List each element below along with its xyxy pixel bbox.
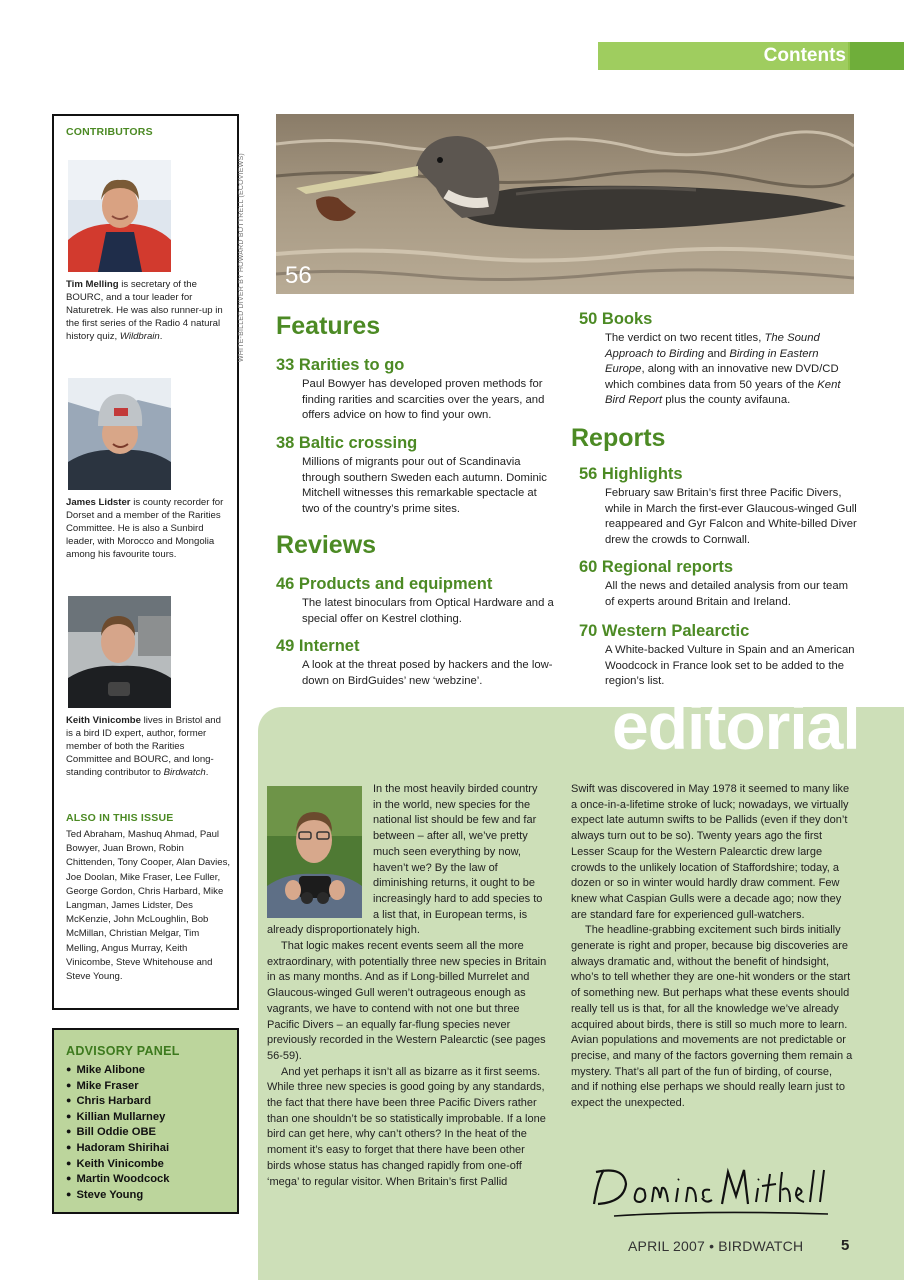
advisory-member: ● Hadoram Shirihai <box>66 1141 225 1157</box>
entry-title: 38 Baltic crossing <box>276 434 418 452</box>
advisory-member: ● Chris Harbard <box>66 1094 225 1110</box>
contents-entry[interactable] <box>579 558 859 610</box>
contents-entry[interactable] <box>276 356 556 424</box>
entry-desc: Paul Bowyer has developed proven methods for finding rarities and scarcities over the years, and offers advice on how to find your own. <box>302 378 545 421</box>
page-number: 5 <box>841 1237 850 1254</box>
entry-desc: All the news and detailed analysis from our team of experts around Britain and Ireland. <box>605 580 849 608</box>
contributor-photo-james-lidster <box>68 378 171 490</box>
entry-title: 33 Rarities to go <box>276 356 405 374</box>
reports-heading: Reports <box>571 424 666 452</box>
advisory-heading: ADVISORY PANEL <box>66 1044 180 1058</box>
entry-desc: The verdict on two recent titles, The Sound Approach to Birding and Birding in Eastern Europe, along with an innovative new DVD/CD which combines data from 50 years of the Kent Bird Report plus the county avifauna. <box>605 332 841 406</box>
section-tab <box>598 42 904 70</box>
contents-entry[interactable] <box>579 310 849 409</box>
advisory-member: ● Bill Oddie OBE <box>66 1125 225 1141</box>
also-list: Ted Abraham, Mashuq Ahmad, Paul Bowyer, Juan Brown, Robin Chittenden, Tony Cooper, Alan Davies, Joe Doolan, Mike Fraser, Lee Fuller, George Gordon, Chris Harbard, Mike Langman, James Lidster, Des McKenzie, John McLoughlin, Bob McMillan, Christian Melgar, Tim Melling, Angus Murray, Keith Vinicombe, Steve Whitehouse and Steve Young. <box>66 829 231 983</box>
contributor-bio-keith-vinicombe: Keith Vinicombe lives in Bristol and is a bird ID expert, author, former member of both the Rarities Committee and BOURC, and long-standing contributor to Birdwatch. <box>66 715 221 778</box>
contributor-bio-tim-melling: Tim Melling is secretary of the BOURC, and a tour leader for Naturetrek. He was also runner-up in the first series of the Radio 4 natural history quiz, Wildbrain. <box>66 279 223 342</box>
entry-title: 49 Internet <box>276 637 360 655</box>
editorial-column-1: In the most heavily birded country in the world, new species for the national list should be few and far between – after all, we’ve pretty much seen everything by now, haven’t we? By the law of diminishing returns, it ought to be increasingly hard to add species to a list that, in European terms, is already disproportionately high. That logic makes recent events seem all the more extraordinary, with potentially three new species in Britain in as many months. And as if Long-billed Murrelet and Glaucous-winged Gull weren’t outrageous enough as vagrants, we have to contend with not one but three Pacific Divers – an equally far-flung species never previously recorded in the Western Palearctic (see pages 56-59). And yet perhaps it isn’t all as bizarre as it first seems. While three new species is good going by any standards, the fact that there have been three Pacific Divers rather than one shouldn’t be so statistically improbable. If a lone bird can get here, why can’t others? In the heat of the moment it’s easy to forget that there have been other birds whose status has changed rapidly from one-off ‘mega’ to regular visitor. When Britain’s first Pallid <box>267 783 547 1188</box>
editorial-column-2: Swift was discovered in May 1978 it seemed to many like a once-in-a-lifetime stroke of luck; nowadays, we virtually expect late autumn swifts to be Pallids (even if they don’t always turn out to be so). Twenty years ago the first Lesser Scaup for the Western Palearctic drew large crowds to the unlikely location of Staffordshire; today, a dozen or so in winter would hardly draw comment. Few knew what Caspian Gulls were a decade ago; now they are standard fare for experienced gull-watchers. The headline-grabbing excitement such birds initially generate is right and proper, because big discoveries are always dramatic and, without the benefit of hindsight, who’s to tell whether they are one-hit wonders or the start of something new. But perhaps what these events should really tell us is that, for all the knowledge we’ve already acquired about birds, there is still so much more to learn. Avian populations and movements are not predictable or precise, and many of the factors governing them remain a mystery. That’s all part of the fun of birding, of course, and if nothing else perhaps we should really learn just to expect the unexpected. <box>571 783 853 1110</box>
contents-entry[interactable] <box>579 622 859 690</box>
contents-entry[interactable] <box>276 434 556 517</box>
contributors-panel <box>52 114 239 1010</box>
hero-page-ref: 56 <box>285 262 312 289</box>
entry-desc: A look at the threat posed by hackers and the low-down on BirdGuides’ new ‘webzine’. <box>302 659 553 687</box>
entry-title: 50 Books <box>579 310 653 328</box>
hero-photo-diver[interactable] <box>276 114 854 294</box>
entry-desc: The latest binoculars from Optical Hardware and a special offer on Kestrel clothing. <box>302 597 554 625</box>
contributor-photo-tim-melling <box>68 160 171 272</box>
advisory-member: ● Mike Fraser <box>66 1079 225 1095</box>
photo-credit: WHITE-BILLED DIVER BY HOWARD BOTTRELL (ECOVIEWS) <box>238 153 245 362</box>
advisory-member: ● Killian Mullarney <box>66 1110 225 1126</box>
contents-entry[interactable] <box>276 637 556 689</box>
entry-title: 46 Products and equipment <box>276 575 493 593</box>
editorial-heading: editorial <box>612 689 860 763</box>
entry-title: 56 Highlights <box>579 465 683 483</box>
footer-issue: APRIL 2007 • BIRDWATCH <box>628 1238 804 1254</box>
features-heading: Features <box>276 312 381 340</box>
entry-title: 70 Western Palearctic <box>579 622 750 640</box>
section-label: Contents <box>763 45 846 66</box>
advisory-member: ● Keith Vinicombe <box>66 1157 225 1173</box>
advisory-member: ● Mike Alibone <box>66 1063 225 1079</box>
also-heading: ALSO IN THIS ISSUE <box>66 812 174 824</box>
entry-desc: February saw Britain’s first three Pacific Divers, while in March the first-ever Glaucous-winged Gull reappeared and Gyr Falcon and White-billed Diver drew the crowds to Cornwall. <box>605 487 857 546</box>
advisory-panel <box>52 1028 239 1214</box>
entry-title: 60 Regional reports <box>579 558 734 576</box>
contents-entry[interactable] <box>276 575 556 627</box>
contributor-photo-keith-vinicombe <box>68 596 171 708</box>
editor-signature <box>584 1158 834 1224</box>
contributor-bio-james-lidster: James Lidster is county recorder for Dorset and a member of the Rarities Committee. He is also a Sunbird leader, with Morocco and Mongolia among his favourite tours. <box>66 497 224 560</box>
entry-desc: Millions of migrants pour out of Scandinavia through southern Sweden each autumn. Dominic Mitchell witnesses this remarkable spectacle at two of the country’s prime sites. <box>302 456 547 515</box>
reviews-heading: Reviews <box>276 531 377 559</box>
also-in-this-issue <box>66 812 232 984</box>
contributors-heading: CONTRIBUTORS <box>66 126 153 138</box>
advisory-member: ● Martin Woodcock <box>66 1172 225 1188</box>
entry-desc: A White-backed Vulture in Spain and an American Woodcock in France look set to be added to the region’s list. <box>605 644 855 687</box>
contents-entry[interactable] <box>579 465 859 548</box>
advisory-member: ● Steve Young <box>66 1188 225 1204</box>
advisory-list <box>66 1063 225 1203</box>
